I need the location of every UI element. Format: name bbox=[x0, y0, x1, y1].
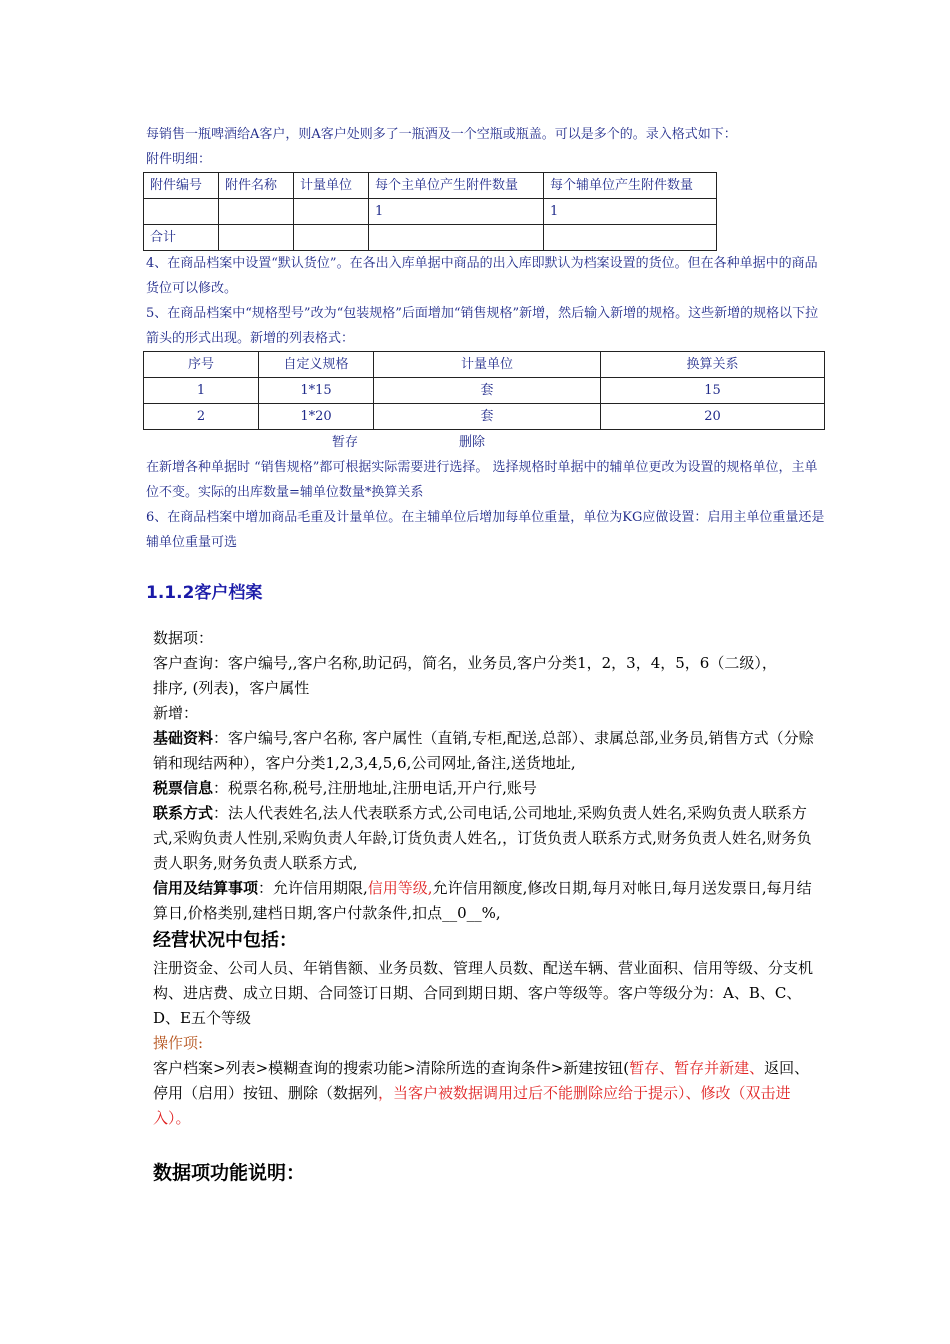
op-text bbox=[153, 1056, 818, 1131]
col-header: 附件编号 bbox=[144, 173, 219, 199]
table-cell: 1*15 bbox=[259, 378, 374, 404]
biz-text: 注册资金、公司人员、年销售额、业务员数、管理人员数、配送车辆、营业面积、信用等级、分支机构、进店费、成立日期、合同签订日期、合同到期日期、客户等级等。客户等级分为：A、B、C、D、E五个等级 bbox=[153, 959, 814, 1027]
credit-value: __0__ bbox=[442, 904, 482, 922]
save-label: 暂存 bbox=[332, 435, 359, 450]
op-red-2: ，当客户被数据调用过后不能删除应给于提示）、修改（双击进入）。 bbox=[153, 1084, 791, 1127]
table-cell bbox=[294, 199, 369, 225]
contact-text: ：法人代表姓名,法人代表联系方式,公司电话,公司地址,采购负责人姓名,采购负责人联系方式,采购负责人性别,采购负责人年龄,订货负责人姓名,，订货负责人联系方式,财务负责人姓名,财务负责人职务,财务负责人联系方式, bbox=[153, 804, 812, 872]
table-header-row bbox=[144, 352, 825, 378]
credit-info bbox=[153, 876, 818, 926]
table-cell bbox=[144, 199, 219, 225]
table-cell: 套 bbox=[374, 378, 601, 404]
paragraph-6: 6、在商品档案中增加商品毛重及计量单位。在主辅单位后增加每单位重量，单位为KG应做设置：启用主单位重量还是辅单位重量可选 bbox=[146, 510, 825, 550]
intro-paragraph: 每销售一瓶啤酒给A客户，则A客户处则多了一瓶酒及一个空瓶或瓶盖。可以是多个的。录入格式如下： bbox=[146, 127, 737, 142]
data-items-label: 数据项： bbox=[153, 629, 214, 647]
table-cell bbox=[219, 225, 294, 251]
credit-level: 信用等级, bbox=[367, 879, 433, 897]
section-product-notes bbox=[146, 122, 826, 555]
table-cell: 1 bbox=[144, 378, 259, 404]
new-label: 新增： bbox=[153, 704, 199, 722]
table-cell: 套 bbox=[374, 404, 601, 430]
credit-unit: %, bbox=[481, 904, 501, 922]
table-cell bbox=[544, 225, 717, 251]
table-row bbox=[144, 404, 825, 430]
col-header: 计量单位 bbox=[294, 173, 369, 199]
basic-info bbox=[153, 726, 818, 776]
delete-label: 删除 bbox=[459, 435, 486, 450]
table-total-row bbox=[144, 225, 717, 251]
contact-label: 联系方式 bbox=[153, 804, 214, 822]
col-header: 计量单位 bbox=[374, 352, 601, 378]
op-red-1: 暂存、暂存并新建、 bbox=[629, 1059, 765, 1077]
biz-heading: 经营状况中包括： bbox=[153, 930, 297, 951]
op-mid: 返回、停用（启用）按钮、删除（数据列 bbox=[153, 1059, 810, 1102]
query-line: 客户查询：客户编号,,客户名称,助记码，简名，业务员,客户分类1，2，3，4，5，6（二级）， bbox=[153, 654, 777, 672]
contact-info bbox=[153, 801, 818, 876]
table-header-row bbox=[144, 173, 717, 199]
note-paragraph: 在新增各种单据时 “销售规格”都可根据实际需要进行选择。 选择规格时单据中的辅单位更改为设置的规格单位，主单位不变。实际的出库数量=辅单位数量*换算关系 bbox=[146, 460, 818, 500]
table-cell: 1 bbox=[369, 199, 544, 225]
op-pre: 客户档案>列表>模糊查询的搜索功能>清除所选的查询条件>新建按钮( bbox=[153, 1059, 630, 1077]
sort-line: 排序, (列表)，客户属性 bbox=[153, 679, 310, 697]
credit-label: 信用及结算事项 bbox=[153, 879, 259, 897]
tax-label: 税票信息 bbox=[153, 779, 214, 797]
tax-text: ：税票名称,税号,注册地址,注册电话,开户行,账号 bbox=[213, 779, 537, 797]
table-cell bbox=[294, 225, 369, 251]
table-cell: 15 bbox=[601, 378, 825, 404]
col-header: 每个主单位产生附件数量 bbox=[369, 173, 544, 199]
table-cell bbox=[219, 199, 294, 225]
spec-actions bbox=[146, 430, 826, 455]
total-label: 合计 bbox=[144, 225, 219, 251]
tax-info bbox=[153, 776, 818, 801]
col-header: 序号 bbox=[144, 352, 259, 378]
col-header: 附件名称 bbox=[219, 173, 294, 199]
paragraph-4: 4、在商品档案中设置“默认货位”。在各出入库单据中商品的出入库即默认为档案设置的货位。但在各种单据中的商品货位可以修改。 bbox=[146, 256, 818, 296]
col-header: 自定义规格 bbox=[259, 352, 374, 378]
basic-text: ：客户编号,客户名称, 客户属性（直销,专柜,配送,总部）、隶属总部,业务员,销售方式（分赊销和现结两种），客户分类1,2,3,4,5,6,公司网址,备注,送货地址, bbox=[153, 729, 814, 772]
table-cell: 2 bbox=[144, 404, 259, 430]
table-row bbox=[144, 199, 717, 225]
section-customer bbox=[153, 626, 818, 1131]
basic-label: 基础资料 bbox=[153, 729, 214, 747]
section-heading: 1.1.2客户档案 bbox=[146, 583, 263, 603]
table-cell: 20 bbox=[601, 404, 825, 430]
table-cell: 1*20 bbox=[259, 404, 374, 430]
attachment-table bbox=[143, 172, 717, 251]
credit-post: 允许信用额度,修改日期,每月对帐日,每月送发票日,每月结算日,价格类别,建档日期,客户付款条件,扣点 bbox=[153, 879, 812, 922]
table-row bbox=[144, 378, 825, 404]
col-header: 每个辅单位产生附件数量 bbox=[544, 173, 717, 199]
table-cell: 1 bbox=[544, 199, 717, 225]
paragraph-5: 5、在商品档案中“规格型号”改为“包装规格”后面增加“销售规格”新增，然后输入新增的规格。这些新增的规格以下拉箭头的形式出现。新增的列表格式： bbox=[146, 306, 819, 346]
credit-pre: ：允许信用期限, bbox=[258, 879, 368, 897]
op-label: 操作项: bbox=[153, 1034, 204, 1052]
function-heading: 数据项功能说明： bbox=[153, 1162, 306, 1184]
attach-label: 附件明细： bbox=[146, 152, 212, 167]
table-cell bbox=[369, 225, 544, 251]
spec-table bbox=[143, 351, 825, 430]
col-header: 换算关系 bbox=[601, 352, 825, 378]
